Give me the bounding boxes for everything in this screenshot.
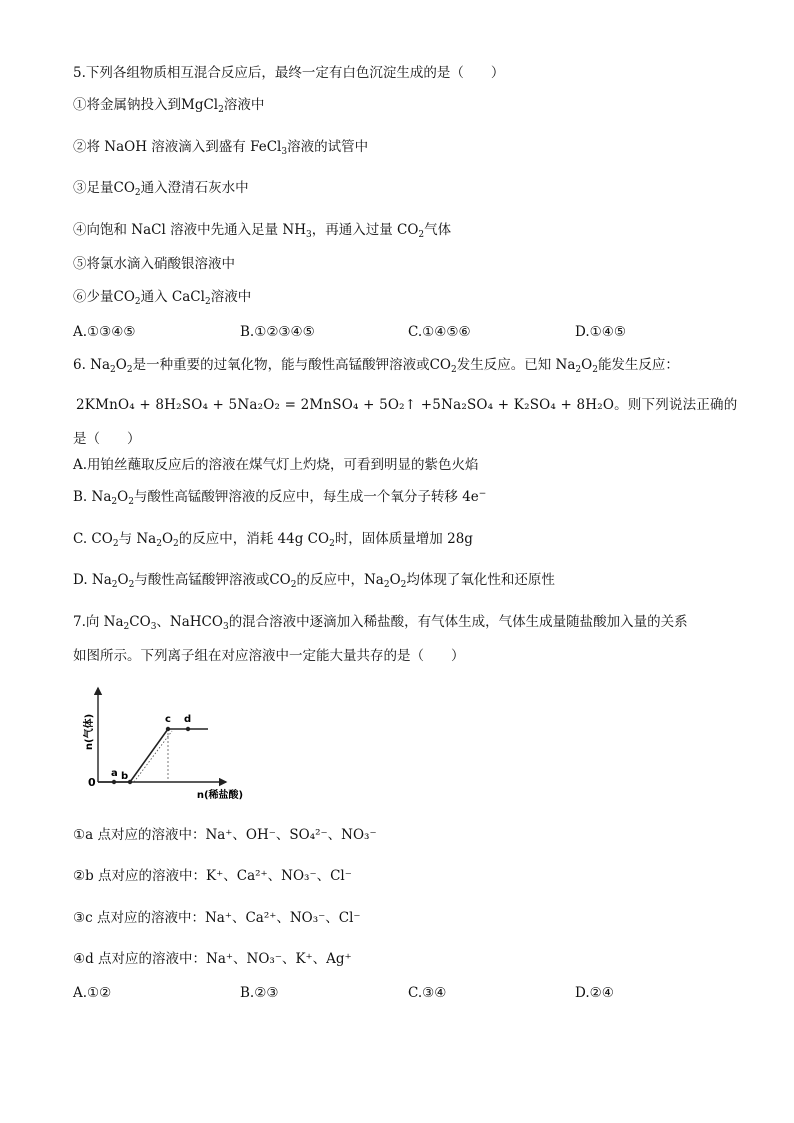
q7-stem-line2: 如图所示。下列离子组在对应溶液中一定能大量共存的是（ ） [73,648,465,664]
q6-stem: 6. $Na_2O_2$是一种重要的过氧化物，能与酸性高锰酸钾溶液或$CO_2$发生反应。已知 $Na_2O_2$能发生反应： [73,357,679,375]
q5-item-1: ①将金属钠投入到MgCl$_2$溶液中 [73,97,265,115]
q7-option-c[interactable]: C.③④ [408,985,447,1001]
gas-vs-acid-graph [80,684,250,802]
origin-label: 0 [88,776,96,789]
segment-bc-dotted [134,731,172,782]
point-d-label: d [184,714,192,725]
q7-option-a[interactable]: A.①② [73,985,112,1001]
q5-option-a[interactable]: A.①③④⑤ [73,324,136,340]
q5-option-d[interactable]: D.①④⑤ [575,324,626,340]
q5-item-4: ④向饱和 NaCl 溶液中先通入足量 $NH_3$，再通入过量 $CO_2$气体 [73,222,452,240]
point-b-label: b [121,771,129,782]
point-b [128,780,132,784]
q5-stem: 5.下列各组物质相互混合反应后，最终一定有白色沉淀生成的是（ ） [73,65,505,81]
q7-option-b[interactable]: B.②③ [240,985,279,1001]
q7-item-3: ③c 点对应的溶液中：Na⁺、Ca²⁺、NO₃⁻、Cl⁻ [73,910,361,926]
q5-item-3: ③足量$CO_2$通入澄清石灰水中 [73,180,249,198]
q6-option-b[interactable]: B. $Na_2O_2$与酸性高锰酸钾溶液的反应中，每生成一个氧分子转移 4e− [73,489,487,507]
q5-option-b[interactable]: B.①②③④⑤ [240,324,315,340]
q7-item-4: ④d 点对应的溶液中：Na⁺、NO₃⁻、K⁺、Ag⁺ [73,951,352,967]
q6-option-a[interactable]: A.用铂丝蘸取反应后的溶液在煤气灯上灼烧，可看到明显的紫色火焰 [73,457,479,473]
q6-option-d[interactable]: D. $Na_2O_2$与酸性高锰酸钾溶液或$CO_2$的反应中，$Na_2O_2$均体现了氧化性和还原性 [73,572,555,590]
point-d [186,727,190,731]
point-a [112,780,116,784]
q5-item-5: ⑤将氯水滴入硝酸银溶液中 [73,256,235,272]
q5-option-c[interactable]: C.①④⑤⑥ [408,324,471,340]
q6-option-c[interactable]: C. $CO_2$与 $Na_2O_2$的反应中，消耗 44g $CO_2$时，固体质量增加 28g [73,531,473,549]
point-a-label: a [111,768,118,779]
q7-item-1: ①a 点对应的溶液中：Na⁺、OH⁻、SO₄²⁻、NO₃⁻ [73,827,377,843]
q5-item-2: ②将 NaOH 溶液滴入到盛有 FeCl$_3$溶液的试管中 [73,139,369,157]
q7-item-2: ②b 点对应的溶液中：K⁺、Ca²⁺、NO₃⁻、Cl⁻ [73,868,352,884]
q5-item-6: ⑥少量$CO_2$通入 CaCl$_2$溶液中 [73,289,252,307]
segment-bc [130,729,168,782]
point-c [166,727,170,731]
q7-stem: 7.向 $Na_2CO_3$、NaHCO$_3$的混合溶液中逐滴加入稀盐酸，有气体生成，气体生成量随盐酸加入量的关系 [73,614,688,632]
y-axis-label: n(气体) [84,713,95,751]
point-c-label: c [165,714,171,725]
q7-option-d[interactable]: D.②④ [575,985,614,1001]
q6-equation: 2KMnO₄ + 8H₂SO₄ + 5Na₂O₂ = 2MnSO₄ + 5O₂↑ +5Na₂SO₄ + K₂SO₄ + 8H₂O。则下列说法正确的 [76,397,738,413]
q6-stem-end: 是（ ） [73,431,141,447]
x-axis-label: n(稀盐酸) [196,790,244,801]
